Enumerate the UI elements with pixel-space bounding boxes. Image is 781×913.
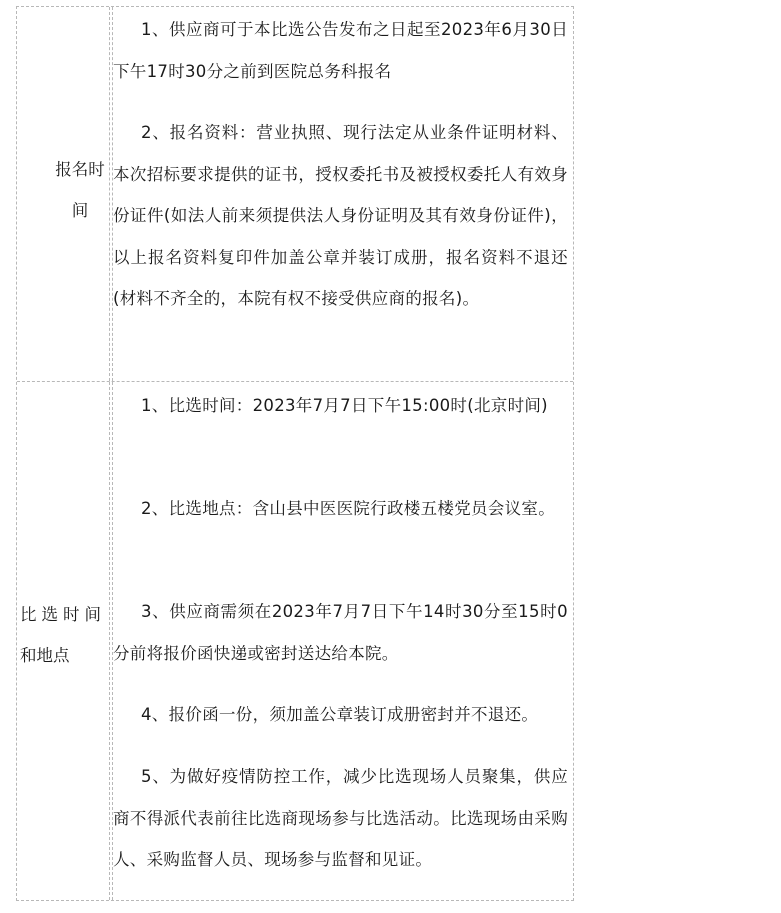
- label-cell: [17, 7, 110, 381]
- paragraph: 2、报名资料：营业执照、现行法定从业条件证明材料、本次招标要求提供的证书，授权委托书及被授权委托人有效身份证件(如法人前来须提供法人身份证明及其有效身份证件)，以上报名资料复印件加盖公章并装订成册，报名资料不退还(材料不齐全的，本院有权不接受供应商的报名)。: [113, 123, 568, 308]
- paragraph: 1、比选时间：2023年7月7日下午15:00时(北京时间): [141, 396, 548, 415]
- paragraph: 1、供应商可于本比选公告发布之日起至2023年6月30日下午17时30分之前到医院总务科报名: [113, 20, 568, 81]
- paragraph: 5、为做好疫情防控工作，减少比选现场人员聚集，供应商不得派代表前往比选商现场参与比选活动。比选现场由采购人、采购监督人员、现场参与监督和见证。: [113, 767, 568, 869]
- paragraph: 3、供应商需须在2023年7月7日下午14时30分至15时0分前将报价函快递或密封送达给本院。: [113, 602, 568, 663]
- row-label: [20, 594, 110, 676]
- paragraph: 4、报价函一份，须加盖公章装订成册密封并不退还。: [141, 705, 539, 724]
- row-label-line: 和地点: [20, 646, 70, 665]
- table-row-time-place: [17, 381, 573, 900]
- notice-table: [16, 6, 574, 901]
- paragraph: 2、比选地点：含山县中医医院行政楼五楼党员会议室。: [141, 499, 555, 518]
- content-cell: [112, 382, 573, 900]
- row-label-line: 报名时: [55, 160, 105, 179]
- content-cell: [112, 7, 573, 381]
- row-label-line: 间: [71, 201, 89, 220]
- table-row-registration: [17, 7, 573, 381]
- row-label: [50, 149, 110, 231]
- label-cell: [17, 382, 110, 900]
- row-label-line: 比选时间: [20, 605, 106, 624]
